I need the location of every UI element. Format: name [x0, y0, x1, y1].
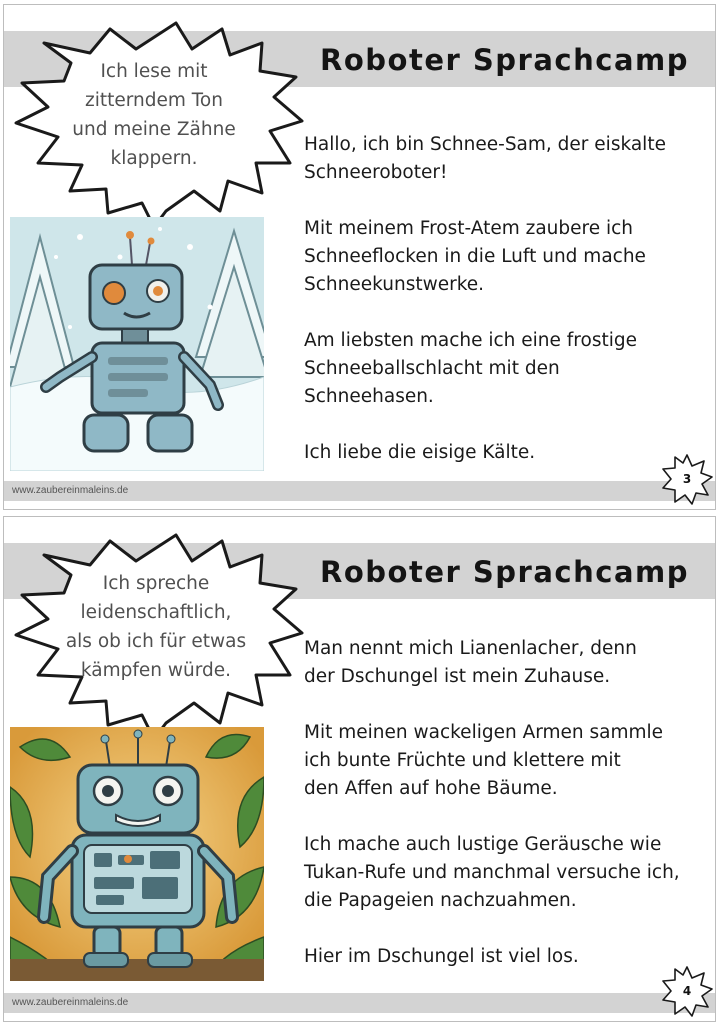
text-line: Schneehasen.: [304, 386, 434, 407]
page-number: 3: [682, 472, 692, 486]
text-line: Schneeroboter!: [304, 162, 448, 183]
card-title: Roboter Sprachcamp: [320, 555, 689, 589]
snow-robot-illustration: [10, 217, 264, 471]
text-line: ich bunte Früchte und klettere mit: [304, 750, 621, 771]
card-title: Roboter Sprachcamp: [320, 43, 689, 77]
bubble-text: [58, 569, 254, 685]
paragraph: [304, 131, 714, 187]
text-line: Mit meinem Frost-Atem zaubere ich: [304, 218, 634, 239]
card-jungle-robot: [3, 516, 716, 1022]
paragraph: [304, 943, 714, 971]
jungle-robot-illustration: [10, 727, 264, 981]
bubble-line: und meine Zähne: [72, 119, 236, 140]
paragraph: [304, 327, 714, 411]
text-line: Mit meinen wackeligen Armen sammle: [304, 722, 664, 743]
text-line: Ich mache auch lustige Geräusche wie: [304, 834, 662, 855]
text-line: Man nennt mich Lianenlacher, denn: [304, 638, 637, 659]
footer-url: www.zaubereinmaleins.de: [12, 997, 129, 1008]
bubble-line: leidenschaftlich,: [80, 602, 232, 623]
text-line: die Papageien nachzuahmen.: [304, 890, 577, 911]
story-text: [304, 131, 714, 495]
bubble-line: klappern.: [110, 148, 198, 169]
paragraph: [304, 635, 714, 691]
footer-url: www.zaubereinmaleins.de: [12, 485, 129, 496]
text-line: Ich liebe die eisige Kälte.: [304, 442, 536, 463]
text-line: Schneeballschlacht mit den: [304, 358, 560, 379]
text-line: der Dschungel ist mein Zuhause.: [304, 666, 611, 687]
bubble-line: als ob ich für etwas: [65, 631, 247, 652]
page-number: 4: [682, 984, 692, 998]
paragraph: [304, 215, 714, 299]
bubble-text: [64, 57, 244, 173]
paragraph: [304, 719, 714, 803]
bubble-line: Ich lese mit: [100, 61, 208, 82]
text-line: Hallo, ich bin Schnee-Sam, der eiskalte: [304, 134, 666, 155]
bubble-line: zitterndem Ton: [85, 90, 223, 111]
bubble-line: kämpfen würde.: [80, 660, 232, 681]
paragraph: [304, 831, 714, 915]
text-line: Hier im Dschungel ist viel los.: [304, 946, 579, 967]
card-snow-robot: [3, 4, 716, 510]
paragraph: [304, 439, 714, 467]
text-line: Schneekunstwerke.: [304, 274, 485, 295]
bubble-line: Ich spreche: [102, 573, 210, 594]
text-line: den Affen auf hohe Bäume.: [304, 778, 558, 799]
text-line: Schneeflocken in die Luft und mache: [304, 246, 646, 267]
text-line: Tukan-Rufe und manchmal versuche ich,: [304, 862, 680, 883]
story-text: [304, 635, 714, 999]
text-line: Am liebsten mache ich eine frostige: [304, 330, 637, 351]
